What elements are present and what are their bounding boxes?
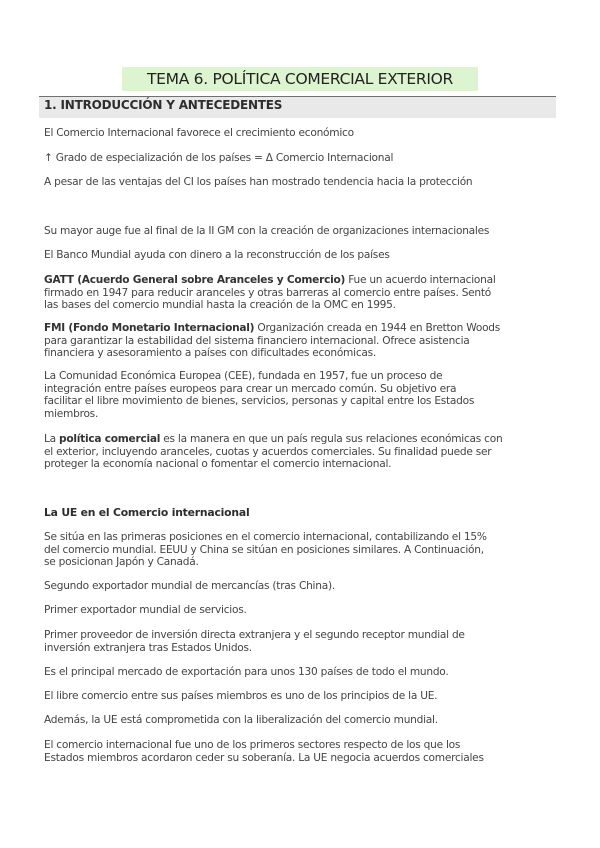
fmi-paragraph — [44, 322, 556, 360]
politica-line-1: La política comercial es la manera en que un país regula sus relaciones económicas con — [44, 433, 503, 445]
ue-paragraph-5: Es el principal mercado de exportación para unos 130 países de todo el mundo. — [44, 666, 449, 678]
ue-p1-line-3: se posicionan Japón y Canadá. — [44, 556, 199, 569]
cee-line-3: facilitar el libre movimiento de bienes, servicios, personas y capital entre los Estados — [44, 395, 475, 408]
politica-line-2: el exterior, incluyendo aranceles, cuotas y acuerdos comerciales. Su finalidad puede ser — [44, 445, 492, 458]
cee-line-1: La Comunidad Económica Europea (CEE), fundada en 1957, fue un proceso de — [44, 370, 443, 382]
cee-paragraph — [44, 370, 556, 420]
fmi-line-2: para garantizar la estabilidad del sistema financiero internacional. Ofrece asistencia — [44, 334, 470, 347]
cee-line-2: integración entre países europeos para crear un mercado común. Su objetivo era — [44, 382, 457, 395]
politica-term: política comercial — [59, 433, 161, 445]
fmi-term: FMI (Fondo Monetario Internacional) — [44, 322, 255, 334]
ue-p4-line-2: inversión extranjera tras Estados Unidos. — [44, 641, 252, 654]
ue-paragraph-8 — [44, 739, 556, 764]
ue-paragraph-6: El libre comercio entre sus países miembros es uno de los principios de la UE. — [44, 690, 438, 702]
intro-paragraph-3: A pesar de las ventajas del CI los países han mostrado tendencia hacia la protección — [44, 176, 473, 188]
ue-paragraph-4 — [44, 629, 556, 654]
ue-p8-line-2: Estados miembros acordaron ceder su soberanía. La UE negocia acuerdos comerciales — [44, 751, 484, 764]
intro-paragraph-4: Su mayor auge fue al final de la II GM con la creación de organizaciones internacionales — [44, 225, 490, 237]
intro-paragraph-2: ↑ Grado de especialización de los países = Δ Comercio Internacional — [44, 152, 394, 164]
gatt-line-3: las bases del comercio mundial hasta la creación de la OMC en 1995. — [44, 299, 396, 312]
ue-p1-line-2: del comercio mundial. EEUU y China se sitúan en posiciones similares. A Continuación, — [44, 543, 484, 556]
intro-paragraph-5: El Banco Mundial ayuda con dinero a la reconstrucción de los países — [44, 249, 390, 261]
intro-paragraph-1: El Comercio Internacional favorece el crecimiento económico — [44, 127, 354, 139]
fmi-line-3: financiera y asesoramiento a países con dificultades económicas. — [44, 347, 377, 360]
page-title: TEMA 6. POLÍTICA COMERCIAL EXTERIOR — [147, 70, 453, 88]
ue-paragraph-3: Primer exportador mundial de servicios. — [44, 604, 247, 616]
fmi-line-1: FMI (Fondo Monetario Internacional) Organización creada en 1944 en Bretton Woods — [44, 322, 501, 334]
politica-paragraph — [44, 433, 556, 471]
gatt-line-1: GATT (Acuerdo General sobre Aranceles y Comercio) Fue un acuerdo internacional — [44, 274, 496, 286]
ue-heading: La UE en el Comercio internacional — [44, 506, 250, 519]
ue-paragraph-2: Segundo exportador mundial de mercancías (tras China). — [44, 580, 335, 592]
ue-p1-line-1: Se sitúa en las primeras posiciones en el comercio internacional, contabilizando el 15% — [44, 531, 487, 543]
ue-paragraph-1 — [44, 531, 556, 569]
section-heading: 1. INTRODUCCIÓN Y ANTECEDENTES — [44, 98, 283, 112]
ue-p8-line-1: El comercio internacional fue uno de los primeros sectores respecto de los que los — [44, 739, 461, 751]
gatt-paragraph — [44, 274, 556, 312]
cee-line-4: miembros. — [44, 407, 99, 420]
ue-p4-line-1: Primer proveedor de inversión directa extranjera y el segundo receptor mundial de — [44, 629, 465, 641]
gatt-line-2: firmado en 1947 para reducir aranceles y otras barreras al comercio entre países. Sentó — [44, 286, 492, 299]
gatt-term: GATT (Acuerdo General sobre Aranceles y Comercio) — [44, 274, 346, 286]
politica-line-3: proteger la economía nacional o fomentar el comercio internacional. — [44, 458, 392, 471]
ue-paragraph-7: Además, la UE está comprometida con la liberalización del comercio mundial. — [44, 714, 438, 726]
title-highlight — [122, 67, 478, 91]
